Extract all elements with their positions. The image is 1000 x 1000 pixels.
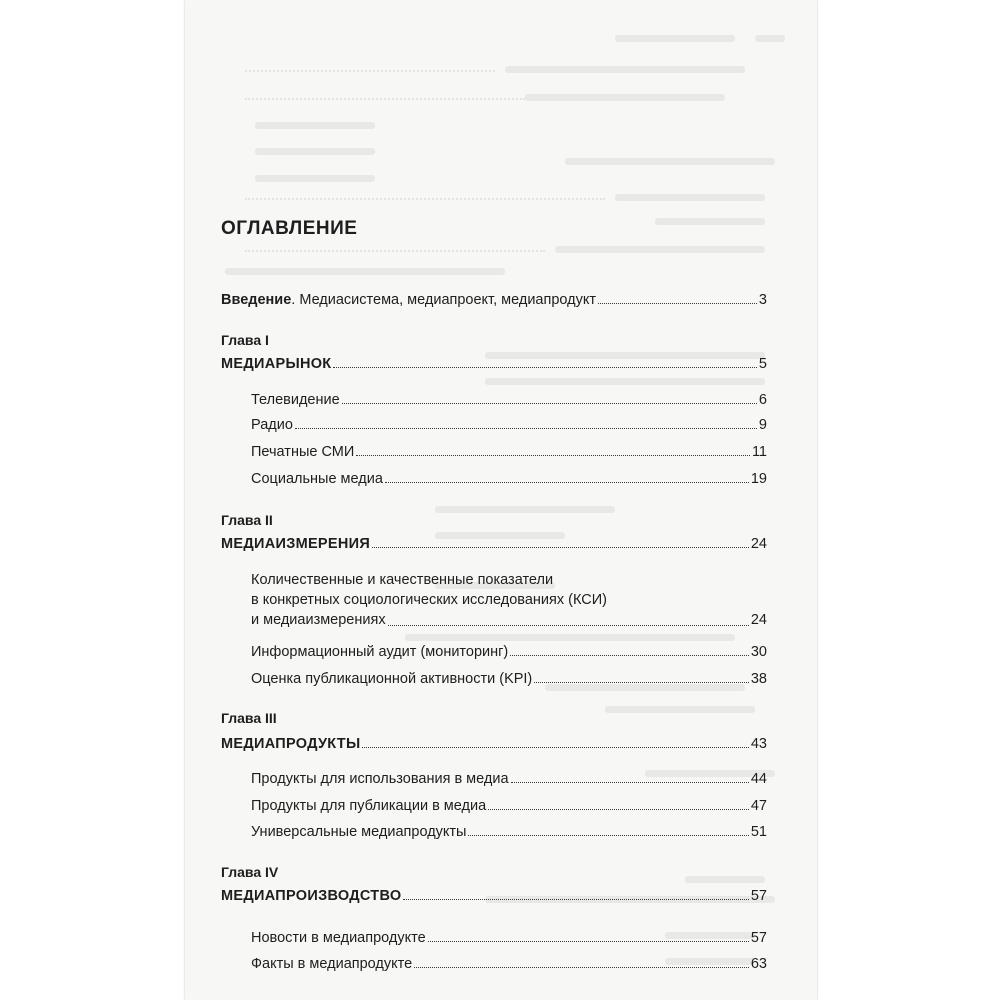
toc-entry[interactable] <box>221 792 767 814</box>
page-number: 43 <box>750 736 767 752</box>
leader-dots <box>511 782 749 783</box>
page-number: 24 <box>750 612 767 628</box>
page-number: 47 <box>750 798 767 814</box>
page-number: 30 <box>750 644 767 660</box>
page-number: 38 <box>750 671 767 687</box>
toc-entry[interactable] <box>221 638 767 660</box>
leader-dots <box>385 482 749 483</box>
toc-chapter-4[interactable] <box>221 882 767 904</box>
leader-dots <box>388 625 749 626</box>
entry-title-line: и медиаизмерениях <box>251 612 386 628</box>
page-number: 24 <box>750 536 767 552</box>
leader-dots <box>534 682 749 683</box>
toc-entry[interactable] <box>221 765 767 787</box>
page-number: 11 <box>751 444 767 460</box>
intro-label: Введение <box>221 292 292 308</box>
chapter-title: МЕДИАПРОДУКТЫ <box>221 736 361 752</box>
toc-entry-multiline[interactable] <box>251 570 767 630</box>
chapter-title: МЕДИАРЫНОК <box>221 356 332 372</box>
page-number: 57 <box>750 888 767 904</box>
entry-title: Телевидение <box>251 392 340 408</box>
entry-title: Факты в медиапродукте <box>251 956 413 972</box>
toc-chapter-1[interactable] <box>221 350 767 372</box>
toc-entry[interactable] <box>221 438 767 460</box>
page-number: 57 <box>750 930 767 946</box>
toc-entry[interactable] <box>221 665 767 687</box>
leader-dots <box>414 967 749 968</box>
chapter-label: Глава III <box>221 710 277 726</box>
entry-title: Продукты для публикации в медиа <box>251 798 487 814</box>
leader-dots <box>510 655 749 656</box>
entry-title: Оценка публикационной активности (KPI) <box>251 671 533 687</box>
leader-dots <box>598 303 757 304</box>
page-number: 44 <box>750 771 767 787</box>
page-number: 3 <box>758 292 767 308</box>
leader-dots <box>356 455 750 456</box>
leader-dots <box>403 899 748 900</box>
toc-entry[interactable] <box>221 411 767 433</box>
leader-dots <box>295 428 757 429</box>
toc-chapter-3[interactable] <box>221 730 767 752</box>
toc-entry[interactable] <box>221 465 767 487</box>
toc-entry[interactable] <box>221 386 767 408</box>
page-number: 63 <box>750 956 767 972</box>
toc-entry-intro[interactable] <box>221 286 767 308</box>
reverse-page-show-through <box>185 0 817 1000</box>
leader-dots <box>428 941 749 942</box>
entry-title: Универсальные медиапродукты <box>251 824 467 840</box>
intro-title: . Медиасистема, медиапроект, медиапродукт <box>291 292 597 308</box>
page-number: 19 <box>750 471 767 487</box>
entry-title-line: в конкретных социологических исследованиях (КСИ) <box>251 592 607 608</box>
chapter-label: Глава II <box>221 512 273 528</box>
page-title: ОГЛАВЛЕНИЕ <box>221 218 358 239</box>
page-number: 5 <box>758 356 767 372</box>
leader-dots <box>372 547 749 548</box>
chapter-title: МЕДИАПРОИЗВОДСТВО <box>221 888 402 904</box>
entry-title: Продукты для использования в медиа <box>251 771 509 787</box>
leader-dots <box>488 809 749 810</box>
chapter-label: Глава IV <box>221 864 279 880</box>
toc-entry[interactable] <box>221 924 767 946</box>
entry-title: Новости в медиапродукте <box>251 930 426 946</box>
leader-dots <box>342 403 757 404</box>
entry-title: Печатные СМИ <box>251 444 355 460</box>
chapter-label: Глава I <box>221 332 269 348</box>
book-page <box>185 0 817 1000</box>
entry-title: Социальные медиа <box>251 471 383 487</box>
entry-title-line: Количественные и качественные показатели <box>251 572 554 588</box>
toc-entry[interactable] <box>221 950 767 972</box>
page-number: 9 <box>758 417 767 433</box>
leader-dots <box>333 367 756 368</box>
chapter-title: МЕДИАИЗМЕРЕНИЯ <box>221 536 371 552</box>
page-number: 51 <box>750 824 767 840</box>
toc-chapter-2[interactable] <box>221 530 767 552</box>
leader-dots <box>468 835 748 836</box>
entry-title: Информационный аудит (мониторинг) <box>251 644 509 660</box>
toc-entry[interactable] <box>221 818 767 840</box>
leader-dots <box>362 747 748 748</box>
entry-title: Радио <box>251 417 293 433</box>
page-number: 6 <box>758 392 767 408</box>
